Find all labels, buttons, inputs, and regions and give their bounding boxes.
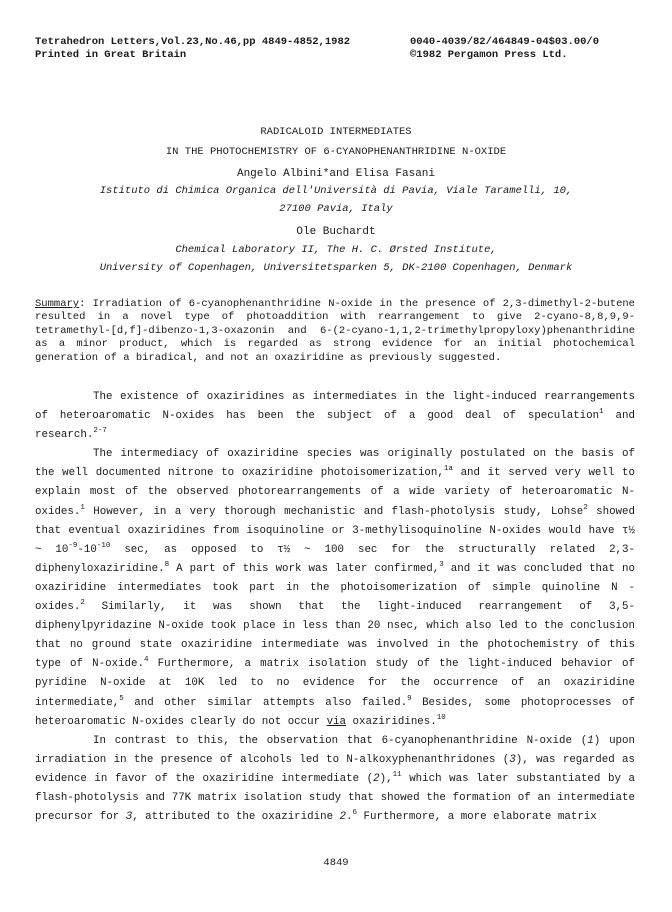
text: . xyxy=(346,811,353,824)
reference-mark: 8 xyxy=(164,560,170,569)
text: ) upon irradiation in the presence of alcohols led to N-alkoxyphenanthridones ( xyxy=(35,734,635,766)
reference-mark: 4 xyxy=(143,656,149,665)
reference-mark: 3 xyxy=(439,560,444,569)
paragraph-2 xyxy=(35,445,635,731)
title-line-1: RADICALOID INTERMEDIATES xyxy=(260,126,412,138)
text: In contrast to this, the observation that 6-cyanophenanthridine N-oxide ( xyxy=(93,734,588,747)
header-left xyxy=(35,36,350,62)
reference-mark: 11 xyxy=(392,770,402,779)
via-underlined: via xyxy=(326,715,347,728)
text: , attributed to the oxaziridine xyxy=(132,811,340,824)
paragraph-1 xyxy=(35,388,635,445)
affiliation-2-line-1: Chemical Laboratory II, The H. C. Ørsted Institute, xyxy=(175,244,497,256)
text: However, in a very thorough mechanistic and flash-photolysis study, Lohse xyxy=(84,505,584,518)
text: which was later substantiated by a flash-photolysis and 77K matrix isolation study that showed the formation of an intermediate precursor for xyxy=(35,772,635,824)
title-line-2: IN THE PHOTOCHEMISTRY OF 6-CYANOPHENANTHRIDINE N-OXIDE xyxy=(165,146,507,158)
article-code: 0040-4039/82/464849-04$03.00/0 xyxy=(410,36,600,48)
reference-mark: 5 xyxy=(119,694,124,703)
text: The existence of oxaziridines as intermediates in the light-induced rearrangements of heteroaromatic N-oxides has been the subject of a good deal of speculation xyxy=(35,391,635,423)
copyright: ©1982 Pergamon Press Ltd. xyxy=(410,49,568,61)
text: sec, as opposed to τ½ ~ 100 sec for the structurally related 2,3-diphenyloxaziridine. xyxy=(35,543,635,575)
header-right xyxy=(410,36,599,62)
text: oxaziridines. xyxy=(346,715,437,728)
printed-in: Printed in Great Britain xyxy=(35,49,187,61)
compound-number: 2 xyxy=(339,811,347,824)
reference-mark: 1 xyxy=(80,503,85,512)
body-text xyxy=(35,388,635,827)
text: Furthermore, a matrix isolation study of the light-induced behavior of pyridine N-oxide at 10K led to no evidence for the occurrence of an oxaziridine intermediate, xyxy=(35,658,635,709)
page-number: 4849 xyxy=(323,857,349,869)
authors-group-1: Angelo Albini*and Elisa Fasani xyxy=(236,168,436,180)
affiliation-1-line-1: Istituto di Chimica Organica dell'Università di Pavia, Viale Taramelli, 10, xyxy=(99,185,573,197)
compound-number: 3 xyxy=(509,753,516,766)
summary-text: : Irradiation of 6-cyanophenanthridine N-oxide in the presence of 2,3-dimethyl-2-butene resulted in a novel type of photoaddition with rearrangement to give 2-cyano-8,8,9,9-tetramethyl-[d,f]-dibenzo-1,3-oxazonin and 6-(2-cyano-1,1,2-trimethylpropyloxy)phenanthridine as a minor product, which is regarded as strong evidence for an initial photochemical generation of a biradical, and not an oxaziridine as previously suggested. xyxy=(35,298,635,364)
text: ), was regarded as evidence in favor of the oxaziridine intermediate ( xyxy=(35,753,635,785)
exponent: -10 xyxy=(96,541,111,550)
reference-mark: 6 xyxy=(352,809,358,818)
affiliation-1-line-2: 27100 Pavia, Italy xyxy=(279,203,393,215)
affiliation-2-line-2: University of Copenhagen, Universitetsparken 5, DK-2100 Copenhagen, Denmark xyxy=(99,262,573,274)
text: and other similar attempts also failed. xyxy=(123,696,408,709)
text: Besides, some photoprocesses of heteroaromatic N-oxides clearly do not occur xyxy=(35,696,635,728)
text: Furthermore, a more elaborate matrix xyxy=(357,811,597,824)
reference-mark: 2-7 xyxy=(93,427,107,436)
text: A part of this work was later confirmed, xyxy=(169,562,440,575)
text: and research. xyxy=(35,410,635,442)
compound-number: 2 xyxy=(373,772,380,785)
reference-mark: 9 xyxy=(407,694,412,703)
compound-number: 1 xyxy=(587,734,594,747)
summary-abstract xyxy=(35,298,635,365)
text: and it served very well to explain most of the observed photorearrangements of a wide variety of heteroaromatic N-oxides. xyxy=(35,467,635,518)
reference-mark: 1 xyxy=(599,408,604,417)
text: Similarly, it was shown that the light-induced rearrangement of 3,5-diphenylpyridazine N-oxide took place in less than 20 nsec, which also led to the conclusion that no ground state oxaziridine intermediate was involved in the photochemistry of this type of N-oxide. xyxy=(35,601,635,671)
reference-mark: 2 xyxy=(80,599,85,608)
text: and it was concluded that no oxaziridine intermediates took part in the photoisomerization of simple quinoline N -oxides. xyxy=(35,562,635,614)
reference-mark: 10 xyxy=(436,713,446,722)
reference-mark: 2 xyxy=(583,503,588,512)
summary-label: Summary xyxy=(35,298,80,310)
paragraph-3 xyxy=(35,732,635,827)
text: ), xyxy=(379,772,393,785)
authors-group-2: Ole Buchardt xyxy=(296,226,376,238)
text: The intermediacy of oxaziridine species was originally postulated on the basis of the well documented nitrone to oxaziridine photoisomerization, xyxy=(35,448,635,480)
compound-number: 3 xyxy=(125,811,133,824)
reference-mark: 1a xyxy=(443,465,453,474)
journal-citation: Tetrahedron Letters,Vol.23,No.46,pp 4849-4852,1982 xyxy=(35,36,351,48)
text: showed that eventual oxaziridines from isoquinoline or 3-methylisoquinoline N-oxides would have τ½ ~ 10 xyxy=(35,505,635,556)
exponent: -9 xyxy=(68,541,78,550)
text: -10 xyxy=(77,543,97,556)
